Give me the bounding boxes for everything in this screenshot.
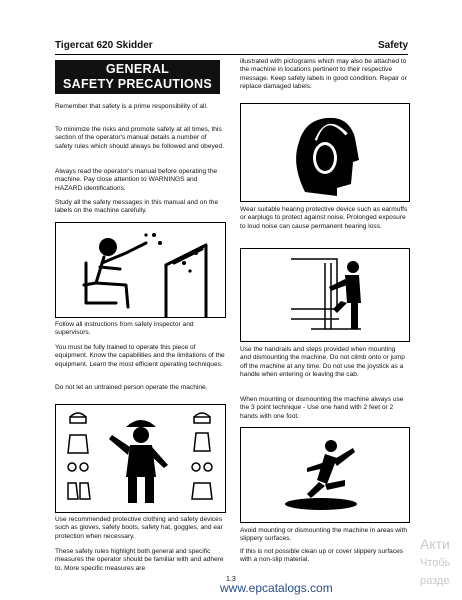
page-number: 1.3 <box>226 576 236 583</box>
paragraph-non-slip: If this is not possible clean up or cover slippery surfaces with a non-slip material. <box>240 548 404 564</box>
paragraph-study-messages: Study all the safety messages in this manual and on the labels on the machine carefully. <box>55 199 219 215</box>
operator-manual-pictogram <box>55 222 226 318</box>
section-banner <box>55 60 220 94</box>
activation-overlay-line-1: Акти <box>420 536 450 552</box>
hearing-protection-pictogram <box>240 103 410 202</box>
paragraph-hearing: Wear suitable hearing protective device such as earmuffs or earplugs to protect against noise. Prolonged exposure to loud noise can cause permanent hearing loss. <box>240 206 408 230</box>
paragraph-handrails: Use the handrails and steps provided when mounting and dismounting the machine. Do not climb onto or jump off the machine at any time. Do not use the joystick as a handle when entering or leaving the cab. <box>240 346 405 378</box>
paragraph-untrained-person: Do not let an untrained person operate the machine. <box>55 384 208 391</box>
slippery-surface-pictogram <box>240 427 410 523</box>
paragraph-responsibility: Remember that safety is a prime responsibility of all. <box>55 103 208 110</box>
paragraph-three-point: When mounting or dismounting the machine always use the 3 point technique - Use one hand with 2 feet or 2 hands with one foot. <box>240 396 404 420</box>
paragraph-protective-clothing: Use recommended protective clothing and safety devices such as gloves, safety boots, safety hat, goggles, and ear protection when necessary. <box>55 516 223 540</box>
watermark-url[interactable]: www.epcatalogs.com <box>220 581 333 595</box>
handrail-pictogram <box>240 248 410 342</box>
section-title: Safety <box>377 40 408 51</box>
banner-line-1: GENERAL <box>105 62 170 76</box>
activation-overlay-line-2: Чтобь <box>420 557 451 569</box>
paragraph-minimize-risks: To minimize the risks and promote safety at all times, this section of the operator's manual details a number of safety rules which should always be followed and obeyed. <box>55 126 224 150</box>
protective-clothing-pictogram <box>55 404 226 513</box>
protective-equipment-icon <box>56 405 225 512</box>
climbing-handrail-icon <box>241 249 409 341</box>
person-reading-manual-icon <box>56 223 225 317</box>
manual-title: Tigercat 620 Skidder <box>55 40 153 51</box>
paragraph-pictograms: illustrated with pictograms which may also be attached to the machine in locations pertinent to their respective message. Keep safety labels in good condition. Repair or replace damaged labels. <box>240 58 407 90</box>
banner-line-2: SAFETY PRECAUTIONS <box>63 77 212 91</box>
ear-protection-icon <box>241 104 409 201</box>
activation-overlay-line-3: разде <box>420 575 450 587</box>
paragraph-slippery: Avoid mounting or dismounting the machine in areas with slippery surfaces. <box>240 527 408 543</box>
paragraph-safety-rules: These safety rules highlight both general and specific measures the operator should be familiar with and adhere to. More specific measures are <box>55 548 224 572</box>
paragraph-follow-instructions: Follow all instructions from safety inspector and supervisors. <box>55 321 194 337</box>
paragraph-be-trained: You must be fully trained to operate this piece of equipment. Know the capabilities and the limitations of the equipment. Learn the most efficient operating techniques. <box>55 344 225 368</box>
slipping-person-icon <box>241 428 409 522</box>
paragraph-read-manual: Always read the operator's manual before operating the machine. Pay close attention to WARNINGS and HAZARD identifications. <box>55 168 218 192</box>
page-header <box>55 40 408 55</box>
